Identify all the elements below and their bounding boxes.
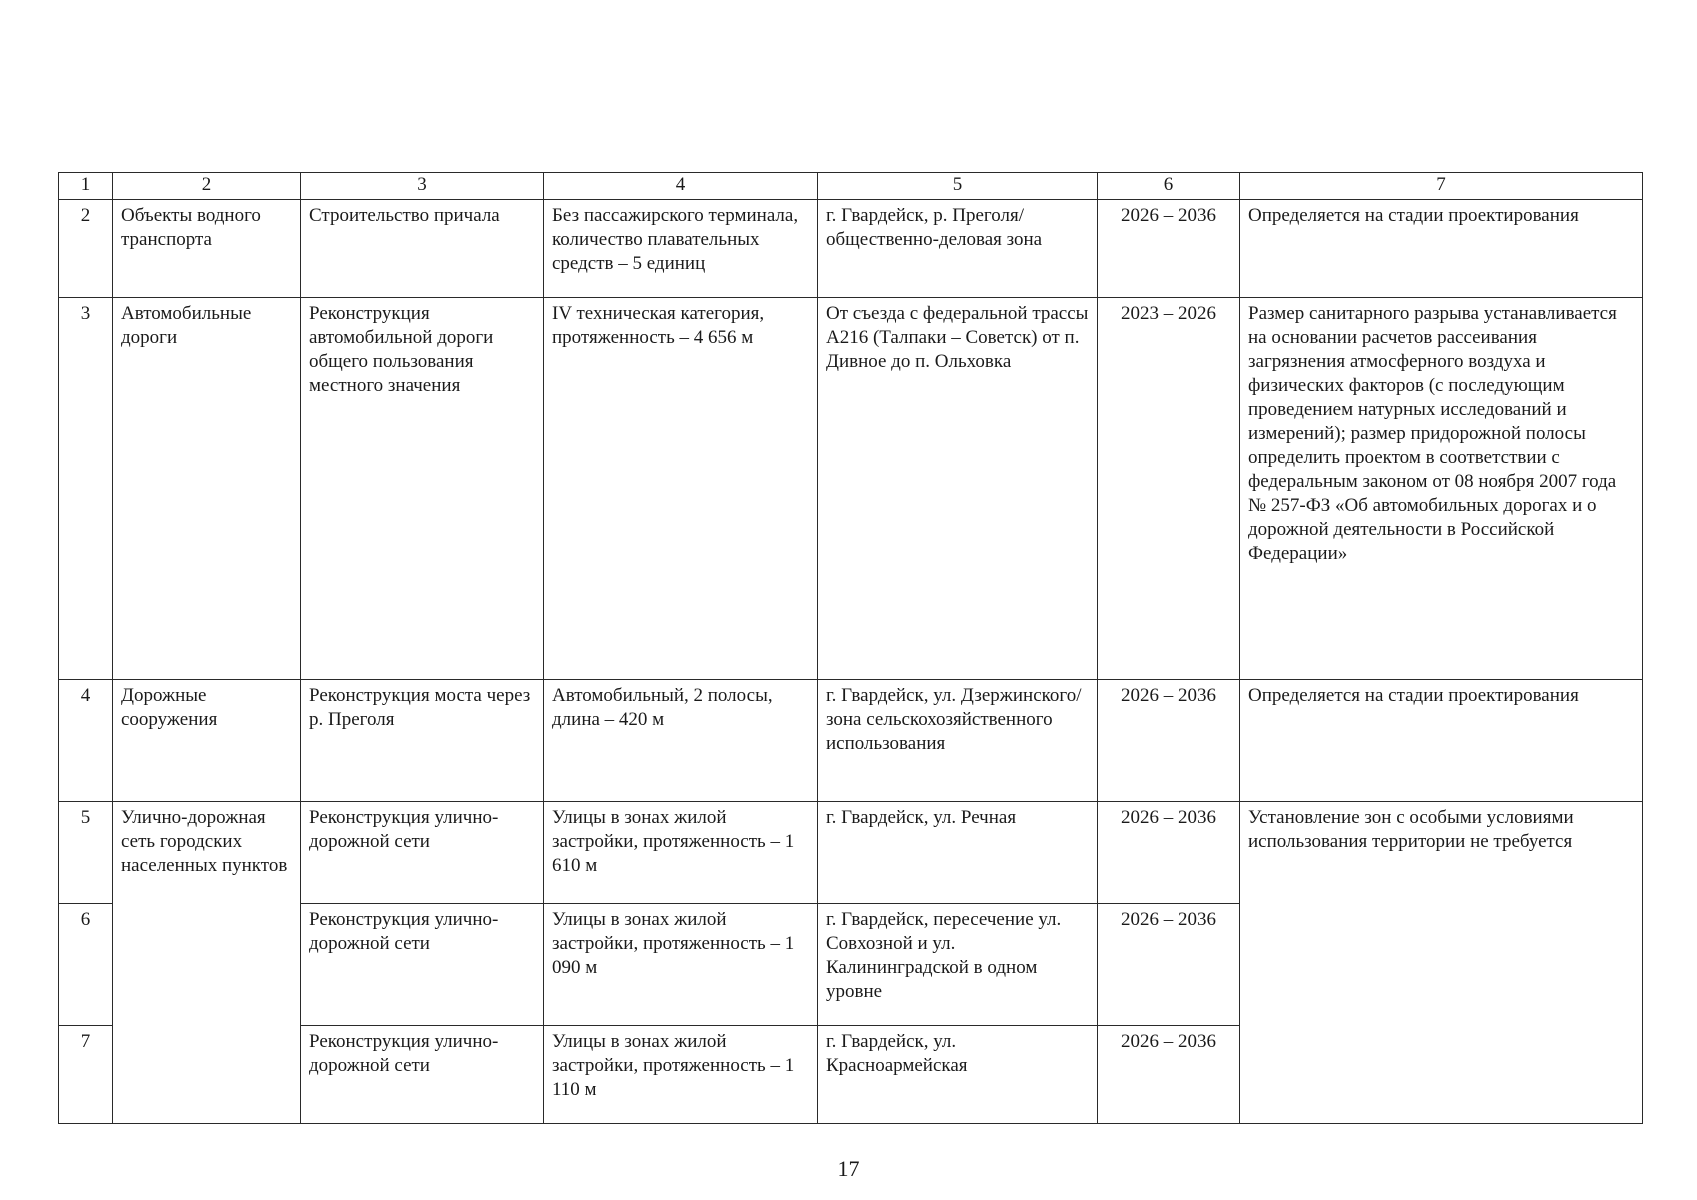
table-row [59, 298, 1643, 680]
zone-requirements: Определяется на стадии проектирования [1240, 200, 1643, 298]
column-header-7: 7 [1240, 173, 1643, 200]
column-header-4: 4 [544, 173, 818, 200]
zone-requirements: Размер санитарного разрыва устанавливается на основании расчетов рассеивания загрязнения атмосферного воздуха и физических факторов (с последующим проведением натурных исследований и измерений); размер придорожной полосы определить проектом в соответствии с федеральным законом от 08 ноября 2007 года № 257-ФЗ «Об автомобильных дорогах и о дорожной деятельности в Российской Федерации» [1240, 298, 1643, 680]
object-name: Объекты водного транспорта [113, 200, 301, 298]
characteristics: Улицы в зонах жилой застройки, протяженность – 1 610 м [544, 802, 818, 904]
column-header-1: 1 [59, 173, 113, 200]
period: 2026 – 2036 [1098, 904, 1240, 1026]
location: г. Гвардейск, р. Преголя/ общественно-деловая зона [818, 200, 1098, 298]
measure: Реконструкция моста через р. Преголя [301, 680, 544, 802]
row-number: 2 [59, 200, 113, 298]
location: г. Гвардейск, ул. Красноармейская [818, 1026, 1098, 1124]
period: 2026 – 2036 [1098, 200, 1240, 298]
object-name: Дорожные сооружения [113, 680, 301, 802]
zone-requirements: Установление зон с особыми условиями использования территории не требуется [1240, 802, 1643, 1124]
measure: Реконструкция улично-дорожной сети [301, 904, 544, 1026]
characteristics: Улицы в зонах жилой застройки, протяженность – 1 110 м [544, 1026, 818, 1124]
measure: Реконструкция улично-дорожной сети [301, 802, 544, 904]
characteristics: Без пассажирского терминала, количество плавательных средств – 5 единиц [544, 200, 818, 298]
location: г. Гвардейск, пересечение ул. Совхозной и ул. Калининградской в одном уровне [818, 904, 1098, 1026]
zone-requirements: Определяется на стадии проектирования [1240, 680, 1643, 802]
column-header-6: 6 [1098, 173, 1240, 200]
row-number: 3 [59, 298, 113, 680]
characteristics: IV техническая категория, протяженность – 4 656 м [544, 298, 818, 680]
location: От съезда с федеральной трассы А216 (Талпаки – Советск) от п. Дивное до п. Ольховка [818, 298, 1098, 680]
location: г. Гвардейск, ул. Дзержинского/зона сельскохозяйственного использования [818, 680, 1098, 802]
table-row [59, 200, 1643, 298]
measure: Реконструкция улично-дорожной сети [301, 1026, 544, 1124]
table-row [59, 680, 1643, 802]
row-number: 5 [59, 802, 113, 904]
characteristics: Автомобильный, 2 полосы, длина – 420 м [544, 680, 818, 802]
period: 2026 – 2036 [1098, 1026, 1240, 1124]
table-row [59, 802, 1643, 904]
objects-table [58, 172, 1643, 1124]
location: г. Гвардейск, ул. Речная [818, 802, 1098, 904]
period: 2026 – 2036 [1098, 680, 1240, 802]
row-number: 6 [59, 904, 113, 1026]
row-number: 7 [59, 1026, 113, 1124]
object-name: Автомобильные дороги [113, 298, 301, 680]
period: 2026 – 2036 [1098, 802, 1240, 904]
column-header-5: 5 [818, 173, 1098, 200]
period: 2023 – 2026 [1098, 298, 1240, 680]
page-number: 17 [837, 1156, 860, 1181]
object-name: Улично-дорожная сеть городских населенных пунктов [113, 802, 301, 1124]
column-number-row [59, 173, 1643, 200]
characteristics: Улицы в зонах жилой застройки, протяженность – 1 090 м [544, 904, 818, 1026]
column-header-2: 2 [113, 173, 301, 200]
measure: Реконструкция автомобильной дороги общего пользования местного значения [301, 298, 544, 680]
measure: Строительство причала [301, 200, 544, 298]
row-number: 4 [59, 680, 113, 802]
column-header-3: 3 [301, 173, 544, 200]
